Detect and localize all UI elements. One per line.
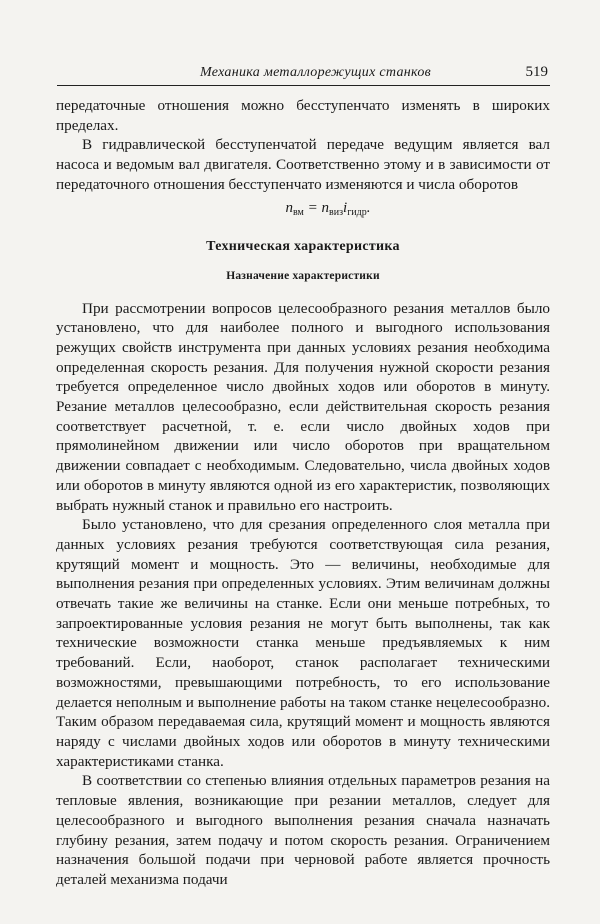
running-title: Механика металлорежущих станков [200, 65, 432, 80]
paragraph: При рассмотрении вопросов целесообразного резания металлов было установлено, что для наиболее полного и выгодного использования режущих свойств инструмента при данных условиях резания необходима определенная скорость резания. Для получения нужной скорости резания требуется определенное число двойных ходов или оборотов в минуту. Резание металлов целесообразно, если действительная скорость резания соответствует расчетной, т. е. если число двойных ходов при прямолинейном движении или число оборотов при вращательном движении совпадает с необходимым. Следовательно, числа двойных ходов или оборотов в минуту являются одной из его характеристик, позволяющих выбрать нужный станок и правильно его настроить. [56, 299, 550, 514]
page-number: 519 [525, 64, 548, 80]
page-body [56, 96, 550, 890]
formula: $n_{вм} = n_{виз}i_{гидр}$. [285, 199, 371, 218]
section-title: Техническая характеристика [206, 238, 400, 254]
subsection-title: Назначение характеристики [226, 269, 380, 282]
paragraph: Было установлено, что для срезания определенного слоя металла при данных условиях резания требуются соответствующая сила резания, крутящий момент и мощность. Это — величины, необходимые для выполнения резания при определенных условиях. Этим величинам должны отвечать такие же величины на станке. Если они меньше потребных, то запроектированные условия резания не могут быть выполнены, так как технические возможности станка меньше предъявляемых к ним требований. Если, наоборот, станок располагает техническими возможностями, превышающими потребность, то его использование делается неполным и выполнение работы на таком станке нецелесообразно. Таким образом передаваемая сила, крутящий момент и мощность являются наряду с числами двойных ходов или оборотов в минуту техническими характеристиками станка. [56, 516, 550, 770]
page-header [57, 63, 550, 86]
paragraph-continued: передаточные отношения можно бесступенчато изменять в широких пределах. [56, 97, 550, 134]
paragraph: В гидравлической бесступенчатой передаче ведущим является вал насоса и ведомым вал двигателя. Соответственно этому и в зависимости от передаточного отношения бесступенчато изменяются и числа оборотов [56, 136, 550, 193]
paragraph: В соответствии со степенью влияния отдельных параметров резания на тепловые явления, возникающие при резании металлов, следует для целесообразного и выгодного выполнения резания сначала назначать глубину резания, затем подачу и потом скорость резания. Ограничением назначения большой подачи при черновой работе является прочность деталей механизма подачи [56, 772, 550, 888]
